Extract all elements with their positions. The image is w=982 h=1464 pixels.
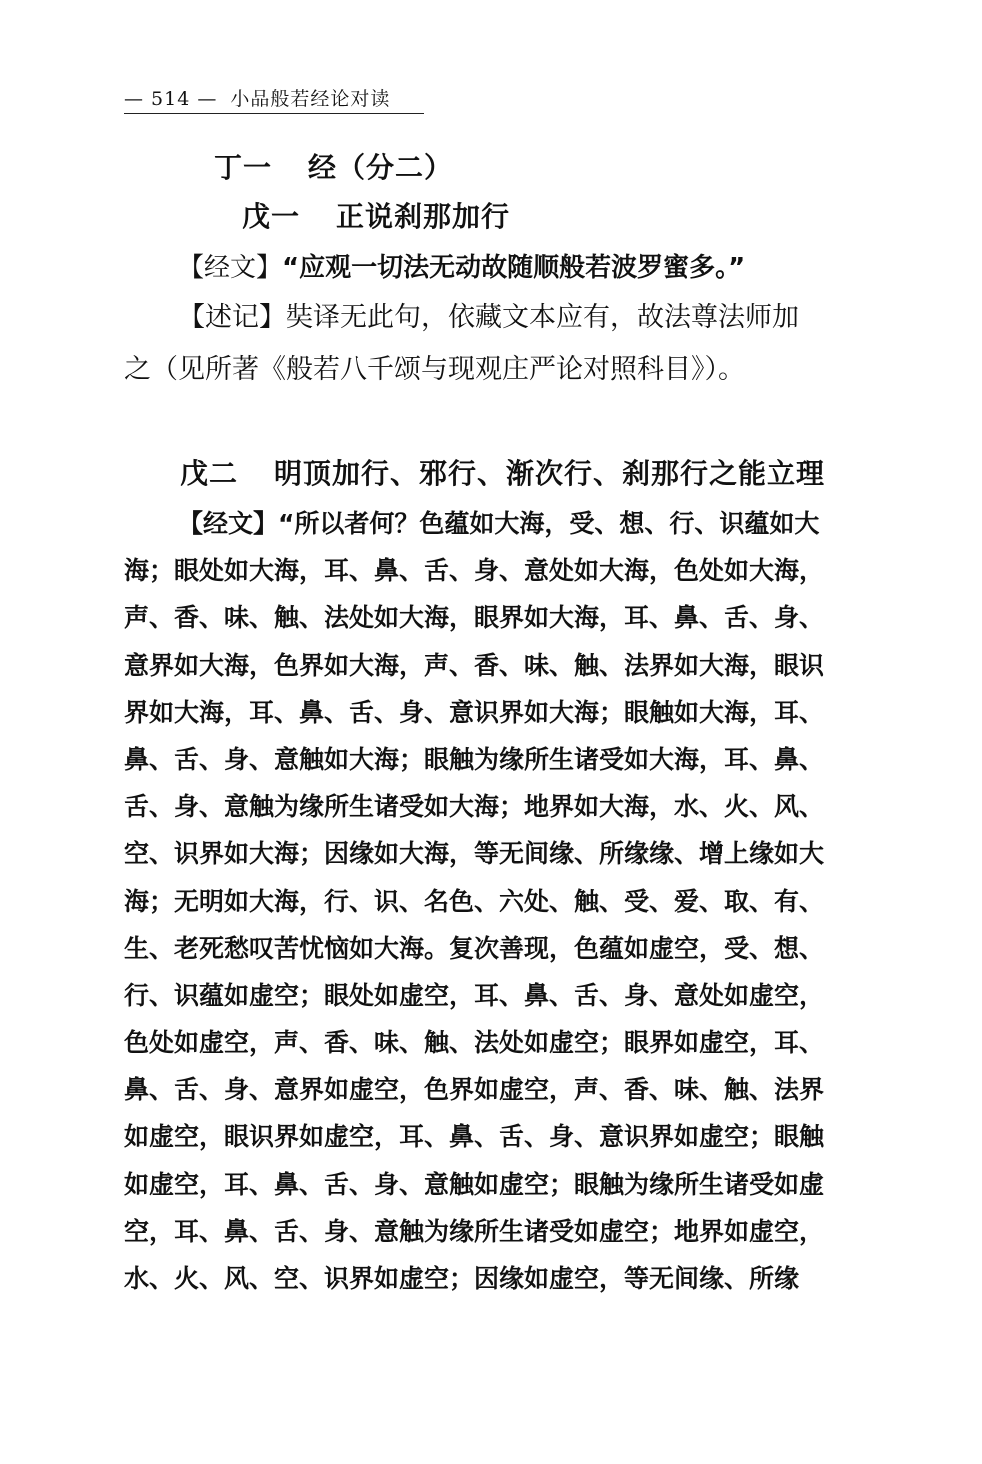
sutra-line: 空、识界如大海；因缘如大海，等无间缘、所缘缘、增上缘如大 <box>124 839 825 869</box>
heading-text: 明顶加行、邪行、渐次行、刹那行之能立理 <box>274 457 826 490</box>
heading-label: 戊二 <box>180 457 239 490</box>
sutra-line: 声、香、味、触、法处如大海，眼界如大海，耳、鼻、舌、身、 <box>124 603 825 633</box>
sutra-line: 界如大海，耳、鼻、舌、身、意识界如大海；眼触如大海，耳、 <box>124 697 825 727</box>
sutra-passage-1 <box>124 245 864 292</box>
heading-wu-1 <box>242 195 510 235</box>
sutra-line: 如虚空，眼识界如虚空，耳、鼻、舌、身、意识界如虚空；眼触 <box>124 1122 825 1152</box>
heading-label: 丁一 <box>214 151 273 184</box>
sutra-line: 【经文】“所以者何？色蕴如大海，受、想、行、识蕴如大 <box>178 509 820 538</box>
heading-text: 经（分二） <box>308 151 454 184</box>
sutra-line: 意界如大海，色界如大海，声、香、味、触、法界如大海，眼识 <box>124 650 825 680</box>
sutra-line: 空，耳、鼻、舌、身、意触为缘所生诸受如虚空；地界如虚空， <box>124 1216 825 1246</box>
heading-text: 正说刹那加行 <box>336 200 511 233</box>
sutra-line: 如虚空，耳、鼻、舌、身、意触如虚空；眼触为缘所生诸受如虚 <box>124 1169 825 1199</box>
sutra-line: 鼻、舌、身、意触如大海；眼触为缘所生诸受如大海，耳、鼻、 <box>124 744 825 774</box>
page-number: — 514 — <box>124 88 218 110</box>
sutra-line: 水、火、风、空、识界如虚空；因缘如虚空，等无间缘、所缘 <box>124 1264 800 1293</box>
sutra-line: 海；眼处如大海，耳、鼻、舌、身、意处如大海，色处如大海， <box>124 556 825 586</box>
commentary-passage-1 <box>124 292 864 396</box>
sutra-passage-2 <box>124 500 864 1302</box>
book-title: 小品般若经论对读 <box>230 88 391 110</box>
sutra-line: 鼻、舌、身、意界如虚空，色界如虚空，声、香、味、触、法界 <box>124 1075 825 1105</box>
running-head <box>124 84 424 111</box>
heading-label: 戊一 <box>242 200 301 233</box>
commentary-line: 【述记】奘译无此句，依藏文本应有，故法尊法师加 <box>178 302 799 333</box>
sutra-line <box>124 245 864 292</box>
sutra-line: 海；无明如大海，行、识、名色、六处、触、受、爱、取、有、 <box>124 886 825 916</box>
sutra-line: 生、老死愁叹苦忧恼如大海。复次善现，色蕴如虚空，受、想、 <box>124 933 825 963</box>
header-rule <box>124 113 424 114</box>
heading-ding-1 <box>214 146 453 186</box>
sutra-tag: 【经文】 <box>178 253 283 283</box>
sutra-text: “应观一切法无动故随顺般若波罗蜜多。” <box>282 253 746 283</box>
heading-wu-2 <box>180 452 825 492</box>
sutra-line: 行、识蕴如虚空；眼处如虚空，耳、鼻、舌、身、意处如虚空， <box>124 980 825 1010</box>
sutra-line: 色处如虚空，声、香、味、触、法处如虚空；眼界如虚空，耳、 <box>124 1028 825 1058</box>
sutra-line: 舌、身、意触为缘所生诸受如大海；地界如大海，水、火、风、 <box>124 792 825 822</box>
commentary-line: 之（见所著《般若八千颂与现观庄严论对照科目》）。 <box>124 354 745 385</box>
